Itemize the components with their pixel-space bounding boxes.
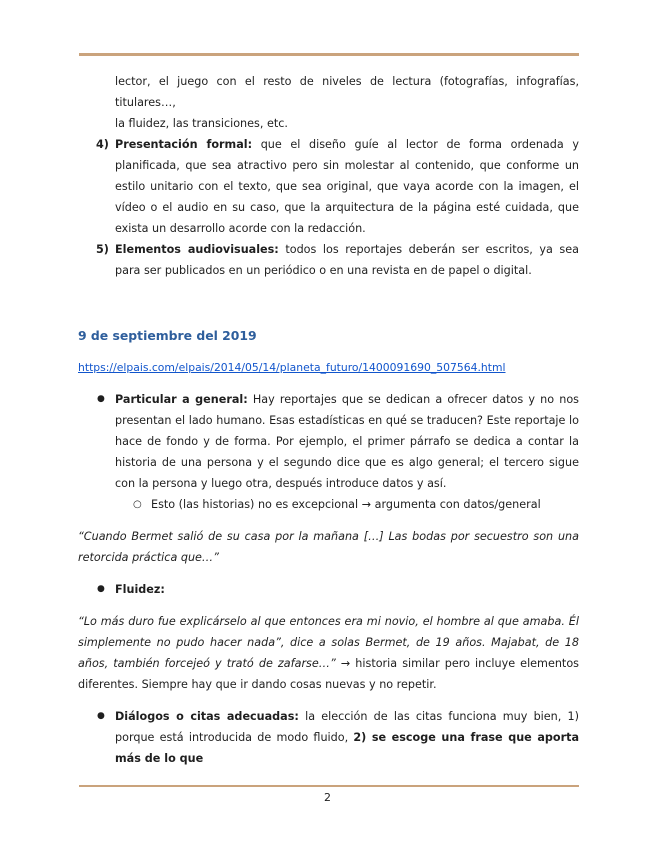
continuation-line: la fluidez, las transiciones, etc. bbox=[115, 117, 288, 130]
item-number: 5) bbox=[96, 243, 109, 256]
quote-paragraph: “Cuando Bermet salió de su casa por la mañana […] Las bodas por secuestro son una retorcida práctica que…” bbox=[78, 530, 579, 564]
bullet-text: la elección de las citas funciona muy bien, 1) porque está introducida de modo fluido, bbox=[115, 710, 580, 744]
quote-paragraph bbox=[78, 611, 579, 695]
bullet-item bbox=[78, 579, 579, 600]
bullet-title: Diálogos o citas adecuadas: bbox=[115, 710, 299, 723]
bullet-circle-icon: ○ bbox=[133, 499, 142, 510]
article-link[interactable]: https://elpais.com/elpais/2014/05/14/planeta_futuro/1400091690_507564.html bbox=[78, 361, 506, 374]
page-content bbox=[78, 71, 579, 769]
bullet-dot-icon: ● bbox=[97, 394, 105, 404]
quote-comment: → historia similar pero incluye elementos diferentes. Siempre hay que ir dando cosas nuevas y no repetir. bbox=[78, 657, 579, 691]
item-text: todos los reportajes deberán ser escritos, ya sea para ser publicados en un periódico o en una revista en de papel o digital. bbox=[115, 243, 580, 277]
section-date-heading: 9 de septiembre del 2019 bbox=[78, 328, 257, 343]
page-number: 2 bbox=[324, 791, 331, 804]
header-rule bbox=[79, 53, 579, 56]
bullet-item bbox=[78, 706, 579, 769]
bullet-bold-tail: 2) se escoge una frase que aporta más de lo que bbox=[115, 731, 579, 765]
item-title: Presentación formal: bbox=[115, 138, 253, 151]
bullet-text: Hay reportajes que se dedican a ofrecer datos y no nos presentan el lado humano. Esas estadísticas en qué se traducen? Este reportaje lo hace de fondo y de forma. Por ejemplo, el primer párrafo se dedica a contar la historia de una persona y el segundo dice que es algo general; el tercero sigue con la persona y luego otra, después introduce datos y así. bbox=[115, 393, 579, 490]
sub-bullet-text: Esto (las historias) no es excepcional → argumenta con datos/general bbox=[151, 498, 541, 511]
continuation-paragraph bbox=[78, 71, 579, 134]
bullet-title: Particular a general: bbox=[115, 393, 248, 406]
item-text: que el diseño guíe al lector de forma ordenada y planificada, que sea atractivo pero sin molestar al contenido, que conforme un estilo unitario con el texto, que sea original, que vaya acorde con la imagen, el vídeo o el audio en su caso, que la arquitectura de la página esté cuidada, que exista un desarrollo acorde con la redacción. bbox=[115, 138, 579, 235]
bullet-title: Fluidez: bbox=[115, 583, 165, 596]
item-title: Elementos audiovisuales: bbox=[115, 243, 279, 256]
footer-rule bbox=[79, 785, 579, 787]
bullet-dot-icon: ● bbox=[97, 711, 105, 721]
bullet-item bbox=[78, 389, 579, 494]
bullet-dot-icon: ● bbox=[97, 584, 105, 594]
numbered-item bbox=[78, 239, 579, 281]
numbered-item bbox=[78, 134, 579, 239]
continuation-line: lector, el juego con el resto de niveles de lectura (fotografías, infografías, titulares…, bbox=[115, 75, 579, 109]
quote-text: “Lo más duro fue explicárselo al que entonces era mi novio, el hombre al que amaba. Él simplemente no pudo hacer nada”, dice a solas Bermet, de 19 años. Majabat, de 18 años, también forcejeó y trató de zafarse…” bbox=[78, 615, 579, 670]
item-number: 4) bbox=[96, 138, 109, 151]
sub-bullet-item bbox=[78, 494, 579, 515]
